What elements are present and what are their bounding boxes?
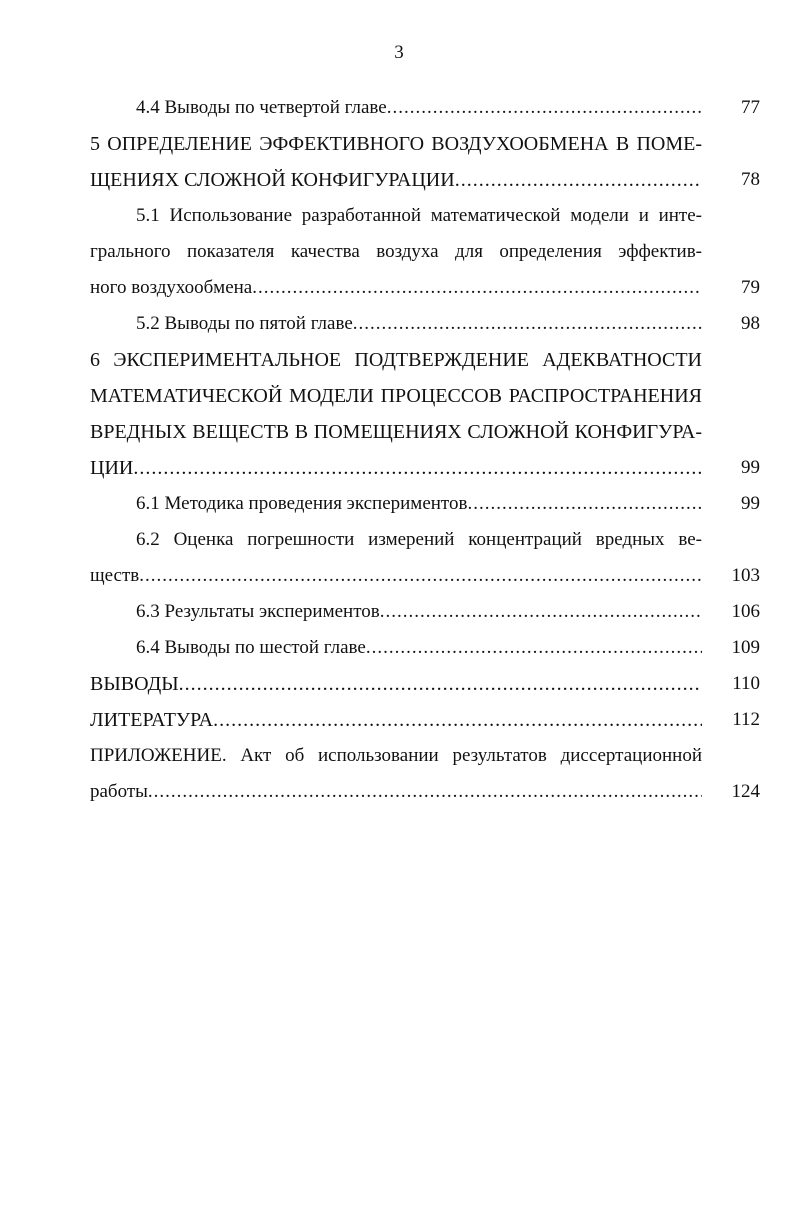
toc-entry-title: ЛИТЕРАТУРА — [90, 709, 214, 731]
dot-leader — [213, 705, 702, 735]
toc-page-number: 98 — [741, 313, 760, 334]
dot-leader — [148, 777, 702, 807]
toc-entry-6-line-3[interactable]: ВРЕДНЫХ ВЕЩЕСТВ В ПОМЕЩЕНИЯХ СЛОЖНОЙ КОНФИГУРА- — [90, 421, 702, 443]
dot-leader — [387, 93, 702, 123]
toc-entry-6[interactable] — [90, 453, 702, 483]
toc-entry-5-2[interactable] — [136, 309, 702, 339]
toc-entry-title: 6.1 Методика проведения экспериментов — [136, 493, 468, 514]
toc-entry-title: ного воздухообмена — [90, 277, 253, 298]
toc-entry-5[interactable] — [90, 165, 702, 195]
toc-entry-appendix[interactable] — [90, 777, 702, 807]
toc-entry-5-line-1[interactable]: 5 ОПРЕДЕЛЕНИЕ ЭФФЕКТИВНОГО ВОЗДУХООБМЕНА В ПОМЕ- — [90, 133, 702, 155]
toc-entry-6-4[interactable] — [136, 633, 702, 663]
toc-entry-appendix-line-1[interactable]: ПРИЛОЖЕНИЕ. Акт об использовании результатов диссертационной — [90, 745, 702, 766]
toc-entry-literature[interactable] — [90, 705, 702, 735]
dot-leader — [139, 561, 702, 591]
toc-entry-conclusions[interactable] — [90, 669, 702, 699]
toc-page-number: 109 — [731, 637, 760, 658]
toc-entry-title: ществ — [90, 565, 140, 586]
toc-entry-5-1-line-1[interactable]: 5.1 Использование разработанной математической модели и инте- — [136, 205, 702, 226]
toc-entry-6-2-line-1[interactable]: 6.2 Оценка погрешности измерений концентраций вредных ве- — [136, 529, 702, 550]
dot-leader — [179, 669, 702, 699]
toc-page-number: 79 — [741, 277, 760, 298]
toc-page-number: 103 — [731, 565, 760, 586]
page-number: 3 — [394, 42, 404, 63]
toc-entry-5-1-line-2[interactable]: грального показателя качества воздуха для определения эффектив- — [90, 241, 702, 262]
dot-leader — [455, 165, 702, 195]
toc-entry-6-3[interactable] — [136, 597, 702, 627]
dot-leader — [380, 597, 702, 627]
toc-page-number: 99 — [741, 493, 760, 514]
dot-leader — [133, 453, 702, 483]
toc-entry-4-4[interactable] — [136, 93, 702, 123]
toc-page-number: 99 — [741, 457, 760, 478]
toc-page-number: 110 — [732, 673, 760, 694]
dot-leader — [252, 273, 702, 303]
toc-entry-5-1[interactable] — [90, 273, 702, 303]
toc-entry-title: ЦИИ — [90, 457, 134, 479]
toc-entry-title: 6.3 Результаты экспериментов — [136, 601, 380, 622]
toc-entry-6-1[interactable] — [136, 489, 702, 519]
dot-leader — [366, 633, 702, 663]
toc-entry-6-line-1[interactable]: 6 ЭКСПЕРИМЕНТАЛЬНОЕ ПОДТВЕРЖДЕНИЕ АДЕКВАТНОСТИ — [90, 349, 702, 371]
toc-entry-6-2[interactable] — [90, 561, 702, 591]
toc-entry-6-line-2[interactable]: МАТЕМАТИЧЕСКОЙ МОДЕЛИ ПРОЦЕССОВ РАСПРОСТРАНЕНИЯ — [90, 385, 702, 407]
toc-page-number: 124 — [731, 781, 760, 802]
toc-page-number: 77 — [741, 97, 760, 118]
toc-entry-title: 6.4 Выводы по шестой главе — [136, 637, 366, 658]
toc-entry-title: работы — [90, 781, 148, 802]
dot-leader — [467, 489, 702, 519]
toc-entry-title: 5.2 Выводы по пятой главе — [136, 313, 353, 334]
toc-entry-title: ЩЕНИЯХ СЛОЖНОЙ КОНФИГУРАЦИИ — [90, 169, 455, 191]
dot-leader — [353, 309, 702, 339]
toc-page-number: 106 — [731, 601, 760, 622]
toc-page-number: 112 — [732, 709, 760, 730]
toc-entry-title: ВЫВОДЫ — [90, 673, 179, 695]
toc-page-number: 78 — [741, 169, 760, 190]
toc-entry-title: 4.4 Выводы по четвертой главе — [136, 97, 387, 118]
